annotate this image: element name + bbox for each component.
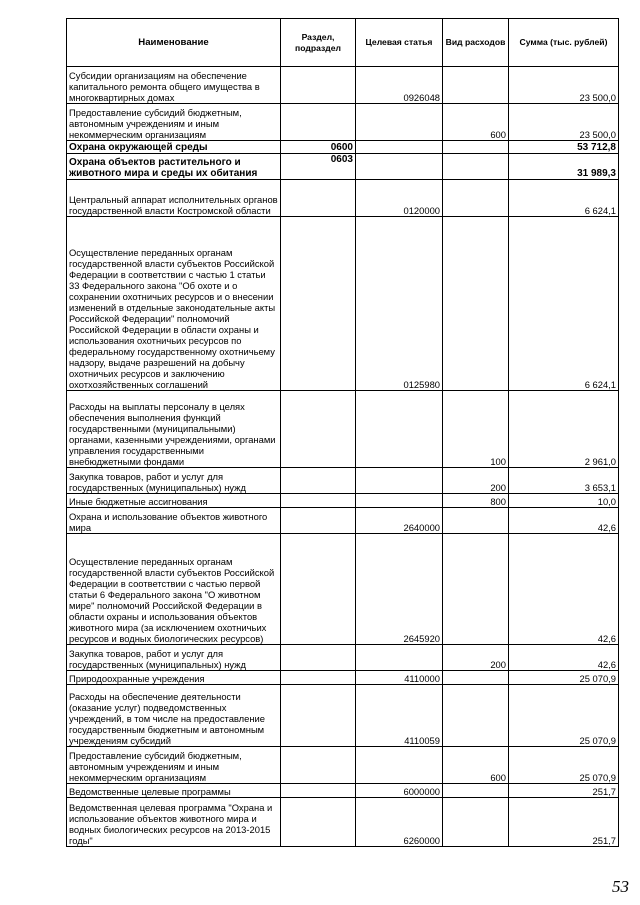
row-expense-type: 800	[443, 494, 509, 508]
row-name: Ведомственная целевая программа "Охрана и использование объектов животного мира и водных биологических ресурсов на 2013-2015 годы"	[67, 798, 281, 847]
row-amount: 6 624,1	[509, 180, 619, 217]
row-section: 0603	[281, 154, 356, 180]
row-target: 4110059	[356, 685, 443, 747]
row-section	[281, 784, 356, 798]
row-name: Природоохранные учреждения	[67, 671, 281, 685]
row-name: Расходы на выплаты персоналу в целях обеспечения выполнения функций государственными (муниципальными) органами, казенными учреждениями, органами управления государственными внебюджетными фондами	[67, 391, 281, 468]
row-amount: 6 624,1	[509, 217, 619, 391]
row-target: 6260000	[356, 798, 443, 847]
row-name: Предоставление субсидий бюджетным, автономным учреждениям и иным некоммерческим организациям	[67, 747, 281, 784]
row-section: 0600	[281, 141, 356, 154]
header-expense-type: Вид расходов	[443, 19, 509, 67]
row-target: 4110000	[356, 671, 443, 685]
header-target: Целевая статья	[356, 19, 443, 67]
row-name: Закупка товаров, работ и услуг для государственных (муниципальных) нужд	[67, 468, 281, 494]
row-name: Предоставление субсидий бюджетным, автономным учреждениям и иным некоммерческим организациям	[67, 104, 281, 141]
table-row	[67, 141, 619, 154]
row-amount: 2 961,0	[509, 391, 619, 468]
table-row	[67, 784, 619, 798]
row-name: Осуществление переданных органам государственной власти субъектов Российской Федерации в соответствии с частью 1 статьи 33 Федерального закона "Об охоте и о сохранении охотничьих ресурсов и о внесении изменений в отдельные законодательные акты Российской Федерации" полномочий Российской Федерации в области охраны и использования охотничьих ресурсов по федеральному государственному охотничьему надзору, выдаче разрешений на добычу охотничьих ресурсов и заключению охотхозяйственных соглашений	[67, 217, 281, 391]
row-expense-type	[443, 141, 509, 154]
row-section	[281, 798, 356, 847]
row-amount: 25 070,9	[509, 747, 619, 784]
table-row	[67, 645, 619, 671]
row-amount: 3 653,1	[509, 468, 619, 494]
row-name: Центральный аппарат исполнительных органов государственной власти Костромской области	[67, 180, 281, 217]
row-amount: 42,6	[509, 645, 619, 671]
row-expense-type: 100	[443, 391, 509, 468]
row-expense-type	[443, 180, 509, 217]
row-name: Ведомственные целевые программы	[67, 784, 281, 798]
row-name: Охрана объектов растительного и животного мира и среды их обитания	[67, 154, 281, 180]
row-expense-type	[443, 67, 509, 104]
row-target	[356, 104, 443, 141]
row-section	[281, 391, 356, 468]
row-section	[281, 104, 356, 141]
table-row	[67, 798, 619, 847]
header-section: Раздел, подраздел	[281, 19, 356, 67]
row-amount: 25 070,9	[509, 685, 619, 747]
row-section	[281, 645, 356, 671]
table-row	[67, 685, 619, 747]
row-target: 2640000	[356, 508, 443, 534]
table-row	[67, 494, 619, 508]
row-expense-type	[443, 671, 509, 685]
row-target: 6000000	[356, 784, 443, 798]
row-expense-type	[443, 154, 509, 180]
row-expense-type: 200	[443, 468, 509, 494]
row-name: Субсидии организациям на обеспечение капитального ремонта общего имущества в многоквартирных домах	[67, 67, 281, 104]
row-name: Осуществление переданных органам государственной власти субъектов Российской Федерации в соответствии с частью первой статьи 6 Федерального закона "О животном мире" полномочий Российской Федерации в области охраны и использования объектов животного мира (за исключением охотничьих ресурсов и водных биологических ресурсов)	[67, 534, 281, 645]
row-target	[356, 154, 443, 180]
row-target	[356, 391, 443, 468]
row-target: 0926048	[356, 67, 443, 104]
page-number: 53	[612, 877, 629, 896]
row-expense-type: 200	[443, 645, 509, 671]
row-amount: 42,6	[509, 508, 619, 534]
row-amount: 23 500,0	[509, 104, 619, 141]
row-expense-type	[443, 508, 509, 534]
row-section	[281, 685, 356, 747]
table-row	[67, 104, 619, 141]
row-amount: 23 500,0	[509, 67, 619, 104]
row-expense-type	[443, 217, 509, 391]
row-expense-type: 600	[443, 747, 509, 784]
table-header-row	[67, 19, 619, 67]
row-section	[281, 180, 356, 217]
row-name: Закупка товаров, работ и услуг для государственных (муниципальных) нужд	[67, 645, 281, 671]
row-target	[356, 468, 443, 494]
table-row	[67, 468, 619, 494]
row-name: Охрана окружающей среды	[67, 141, 281, 154]
row-target	[356, 645, 443, 671]
row-expense-type	[443, 798, 509, 847]
table-row	[67, 671, 619, 685]
header-amount: Сумма (тыс. рублей)	[509, 19, 619, 67]
row-target	[356, 141, 443, 154]
row-expense-type	[443, 784, 509, 798]
row-expense-type	[443, 534, 509, 645]
row-expense-type	[443, 685, 509, 747]
row-section	[281, 217, 356, 391]
row-amount: 31 989,3	[509, 154, 619, 180]
row-section	[281, 468, 356, 494]
row-section	[281, 747, 356, 784]
table-row	[67, 508, 619, 534]
table-row	[67, 217, 619, 391]
table-row	[67, 67, 619, 104]
row-target: 0125980	[356, 217, 443, 391]
row-target	[356, 747, 443, 784]
table-row	[67, 534, 619, 645]
row-name: Расходы на обеспечение деятельности (оказание услуг) подведомственных учреждений, в том числе на предоставление государственным бюджетным и автономным учреждениям субсидий	[67, 685, 281, 747]
table-row	[67, 391, 619, 468]
row-amount: 10,0	[509, 494, 619, 508]
table-row	[67, 747, 619, 784]
table-row	[67, 180, 619, 217]
row-amount: 53 712,8	[509, 141, 619, 154]
row-amount: 251,7	[509, 784, 619, 798]
row-target	[356, 494, 443, 508]
row-amount: 42,6	[509, 534, 619, 645]
row-section	[281, 671, 356, 685]
row-amount: 25 070,9	[509, 671, 619, 685]
header-name: Наименование	[67, 19, 281, 67]
budget-table	[66, 18, 619, 847]
row-section	[281, 534, 356, 645]
row-section	[281, 508, 356, 534]
row-expense-type: 600	[443, 104, 509, 141]
row-name: Иные бюджетные ассигнования	[67, 494, 281, 508]
row-name: Охрана и использование объектов животного мира	[67, 508, 281, 534]
row-section	[281, 67, 356, 104]
table-row	[67, 154, 619, 180]
row-target: 2645920	[356, 534, 443, 645]
row-target: 0120000	[356, 180, 443, 217]
row-amount: 251,7	[509, 798, 619, 847]
row-section	[281, 494, 356, 508]
